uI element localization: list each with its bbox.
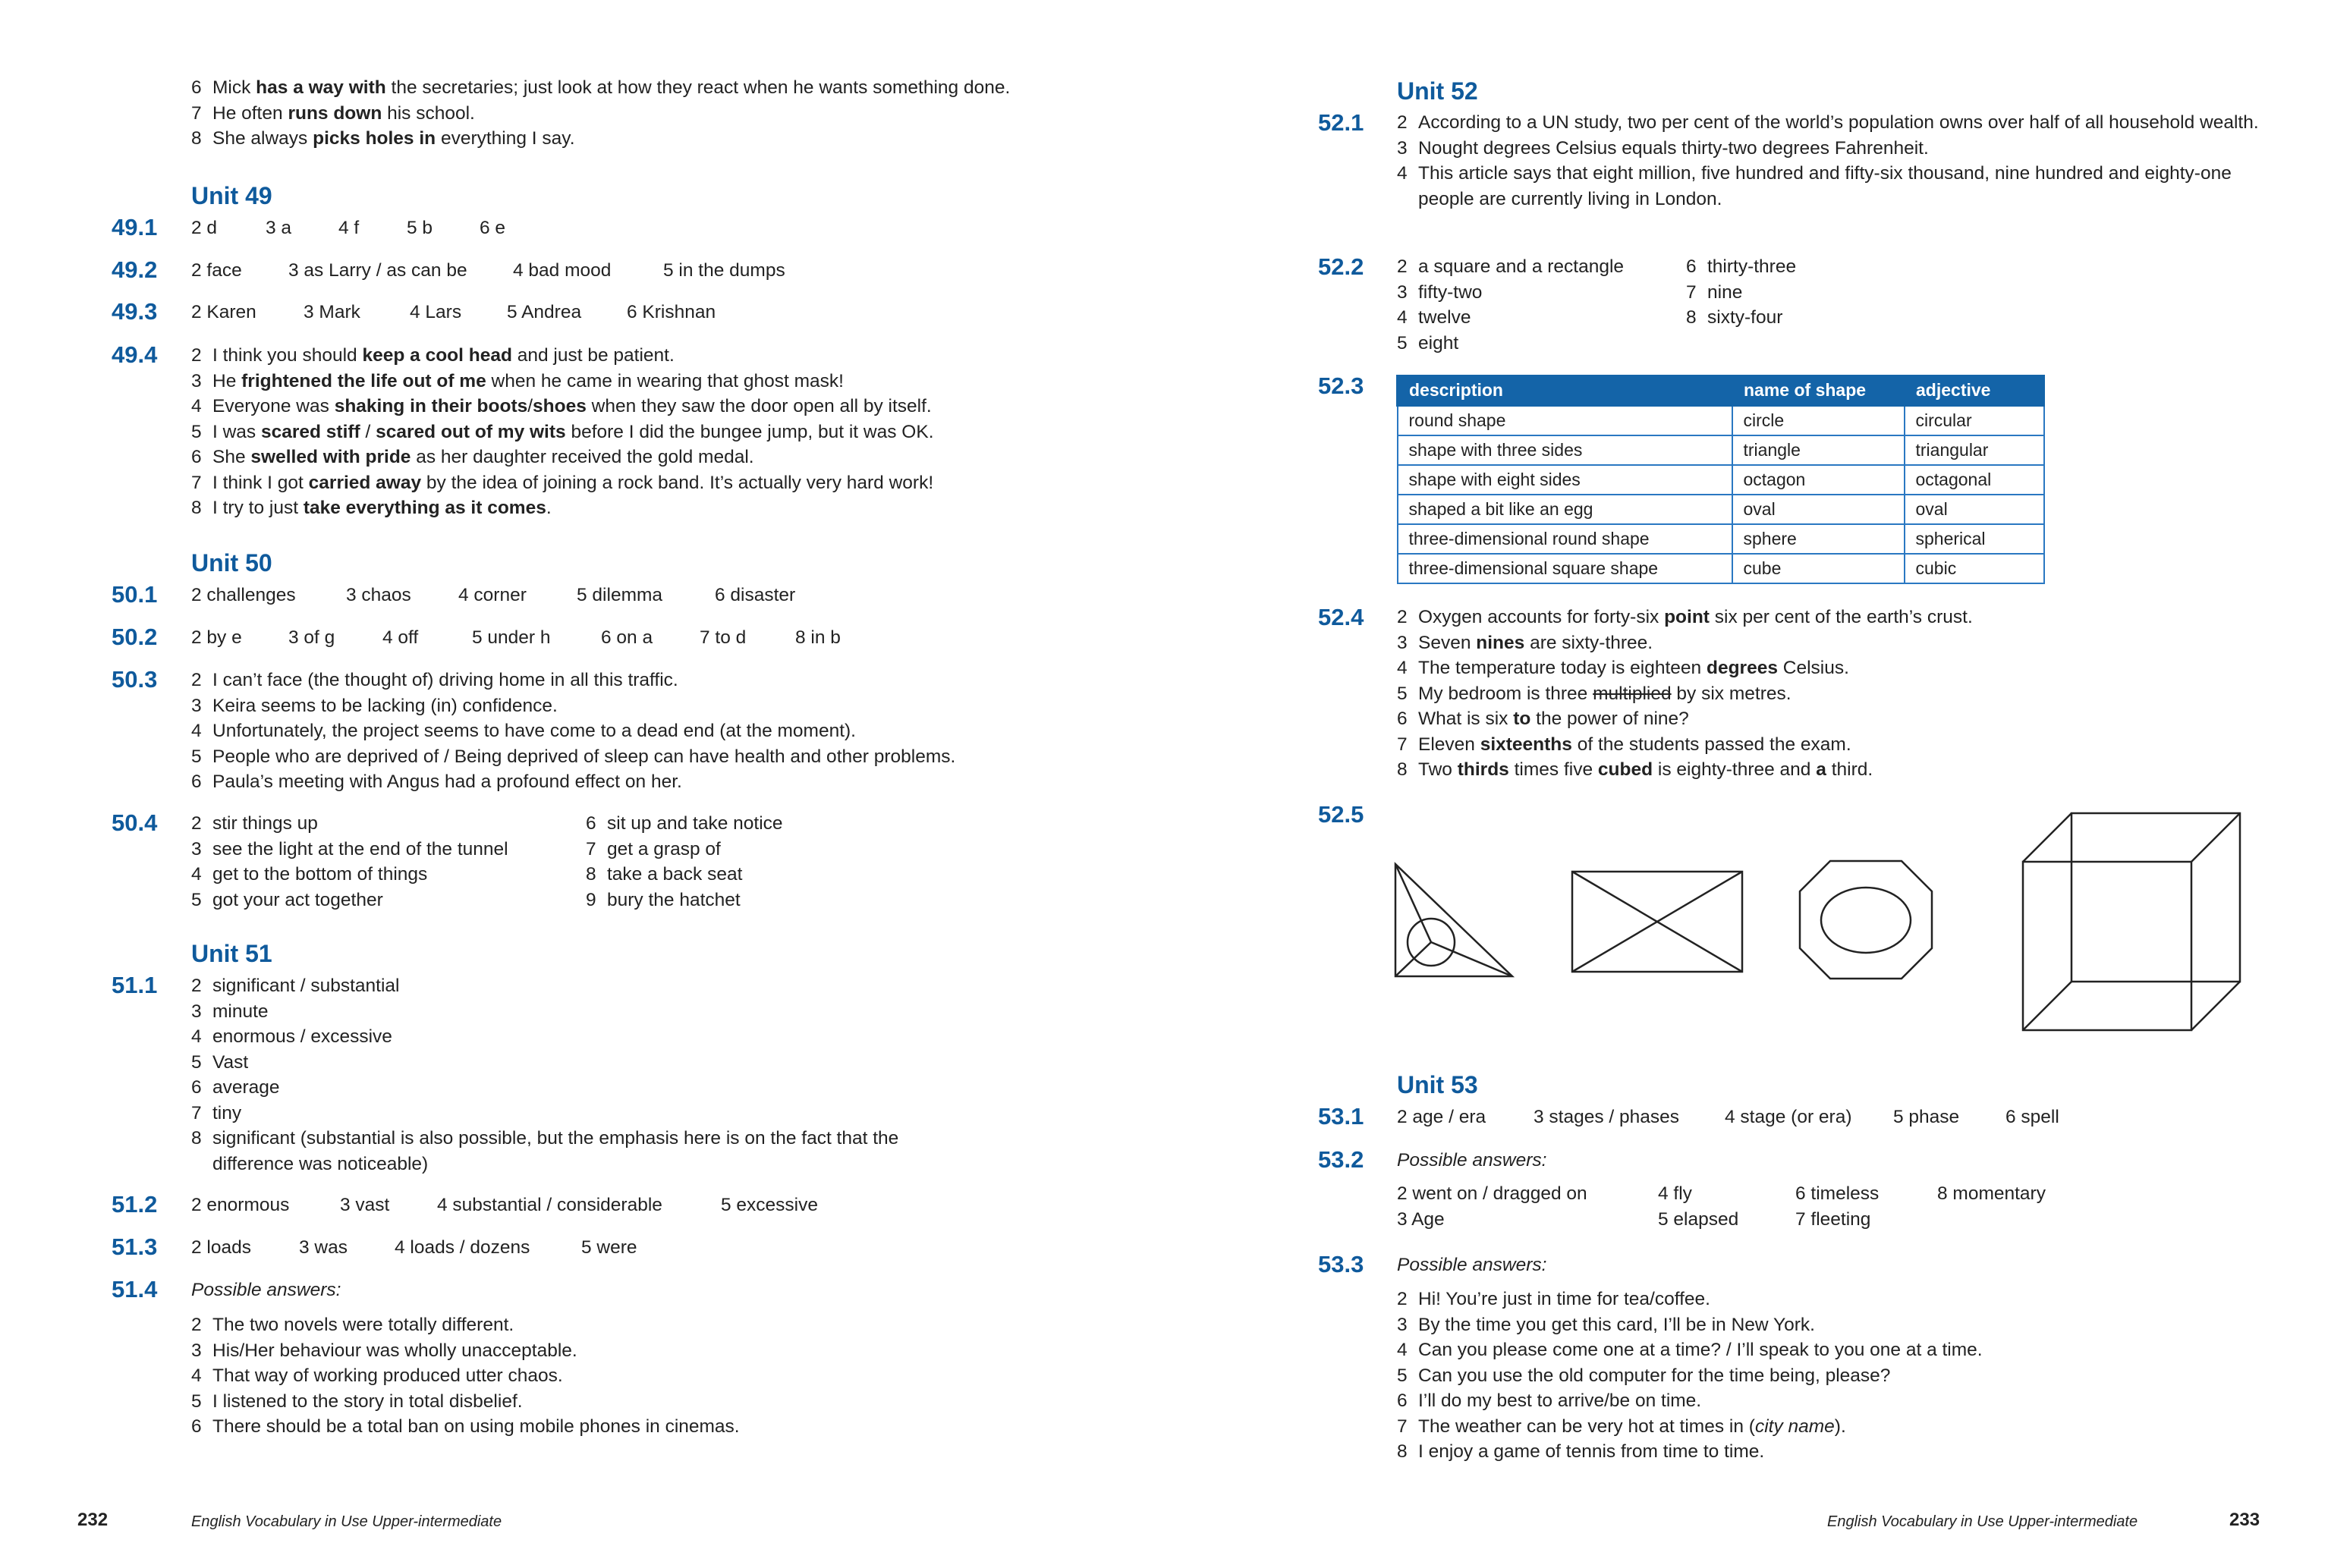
answer-item: 3 chaos: [346, 585, 411, 605]
answer-line: 5 People who are deprived of / Being deprived of sleep can have health and other problems.: [191, 746, 956, 767]
table-row: [1398, 495, 2044, 524]
answer-line: 5 My bedroom is three multiplied by six metres.: [1397, 683, 1792, 704]
table-cell: cubic: [1905, 554, 2044, 583]
answer-item: 2 face: [191, 260, 242, 281]
answer-line: 2 The two novels were totally different.: [191, 1315, 514, 1335]
answer-line: 6 average: [191, 1077, 280, 1098]
exercise-51-4-intro: Possible answers:: [191, 1280, 341, 1300]
answer-line: 8 significant (substantial is also possible, but the emphasis here is on the fact that the difference was noticeable): [191, 1128, 899, 1174]
answer-item: 5 b: [407, 218, 433, 238]
exercise-53-2-column-3: [1795, 1181, 1879, 1232]
answer-item: 2 enormous: [191, 1195, 290, 1215]
table-row: [1398, 524, 2044, 554]
exercise-52-2-right-column: [1686, 254, 1796, 331]
exercise-51-4-answers: [191, 1312, 740, 1440]
answer-line: 5 Can you use the old computer for the time being, please?: [1397, 1365, 1891, 1386]
answer-line: 8 I enjoy a game of tennis from time to time.: [1397, 1441, 1765, 1462]
table-row: [1398, 465, 2044, 495]
table-cell: octagonal: [1905, 465, 2044, 495]
answer-line: 5 Vast: [191, 1051, 249, 1073]
table-cell: circular: [1905, 406, 2044, 436]
exercise-53-1-number: 53.1: [1318, 1103, 1364, 1130]
table-cell: shape with eight sides: [1398, 465, 1732, 495]
exercise-50-4-number: 50.4: [112, 809, 158, 836]
unit-52-title: Unit 52: [1397, 77, 1478, 105]
answer-item: 2 loads: [191, 1237, 252, 1258]
exercise-53-2-column-4: [1937, 1181, 2046, 1207]
answer-line: 7 nine: [1686, 281, 1743, 303]
table-cell: sphere: [1732, 524, 1905, 554]
answer-line: 6 What is six to the power of nine?: [1397, 709, 1689, 729]
answer-line: 6 She swelled with pride as her daughter received the gold medal.: [191, 447, 754, 467]
answer-item: 2 age / era: [1397, 1107, 1486, 1127]
answer-line: 3 fifty-two: [1397, 281, 1483, 303]
exercise-50-2-number: 50.2: [112, 624, 158, 650]
answer-item: 4 bad mood: [513, 260, 612, 281]
table-cell: oval: [1905, 495, 2044, 524]
answer-item: 8 momentary: [1937, 1183, 2046, 1204]
exercise-50-3-answers: [191, 668, 955, 795]
answer-line: 3 Nought degrees Celsius equals thirty-two degrees Fahrenheit.: [1397, 137, 1929, 159]
exercise-50-3-number: 50.3: [112, 666, 158, 693]
answer-line: 7 Eleven sixteenths of the students passed the exam.: [1397, 734, 1851, 755]
answer-item: 4 off: [382, 627, 419, 648]
exercise-53-3-number: 53.3: [1318, 1251, 1364, 1277]
exercise-50-1-answers: [191, 583, 874, 608]
answer-line: 4 Everyone was shaking in their boots/shoes when they saw the door open all by itself.: [191, 396, 932, 416]
exercise-53-1-answers: [1397, 1105, 2080, 1130]
exercise-49-1-answers: [191, 215, 646, 241]
page-number-right: 233: [2229, 1510, 2260, 1530]
answer-line: 7 The weather can be very hot at times in (city name).: [1397, 1416, 1846, 1437]
exercise-51-2-number: 51.2: [112, 1191, 158, 1218]
answer-item: 4 substantial / considerable: [437, 1195, 662, 1215]
answer-line: 8 sixty-four: [1686, 307, 1783, 328]
column-header-description: description: [1398, 376, 1732, 406]
answer-line: 4 twelve: [1397, 307, 1471, 328]
cube-shape: [2023, 813, 2240, 1030]
answer-item: 5 excessive: [721, 1195, 819, 1215]
page-number-left: 232: [77, 1510, 109, 1530]
column-header-name-of-shape: name of shape: [1732, 376, 1905, 406]
exercise-51-1-answers: [191, 973, 950, 1177]
exercise-49-2-answers: [191, 258, 874, 284]
answer-line: 2 significant / substantial: [191, 976, 400, 996]
answer-line: 6 There should be a total ban on using mobile phones in cinemas.: [191, 1416, 740, 1437]
octagon-with-oval-shape: [1800, 861, 1932, 979]
answer-item: 5 were: [581, 1237, 637, 1258]
answer-item: 7 fleeting: [1795, 1208, 1871, 1230]
answer-line: 3 His/Her behaviour was wholly unacceptable.: [191, 1340, 577, 1361]
answer-item: 2 went on / dragged on: [1397, 1183, 1587, 1204]
answer-line: 3 see the light at the end of the tunnel: [191, 838, 508, 859]
answer-line: 8 She always picks holes in everything I say.: [191, 128, 575, 149]
answer-item: 5 dilemma: [577, 585, 663, 605]
answer-item: 2 d: [191, 218, 218, 238]
exercise-49-4-answers: [191, 343, 934, 521]
book-title-footer-right: English Vocabulary in Use Upper-intermediate: [1827, 1513, 2138, 1530]
exercise-51-3-number: 51.3: [112, 1233, 158, 1260]
answer-item: 3 as Larry / as can be: [288, 260, 467, 281]
answer-item: 6 Krishnan: [627, 302, 716, 322]
table-cell: oval: [1732, 495, 1905, 524]
unit-51-title: Unit 51: [191, 940, 272, 967]
exercise-50-4-right-column: [586, 811, 783, 913]
table-cell: three-dimensional round shape: [1398, 524, 1732, 554]
answer-item: 4 loads / dozens: [395, 1237, 530, 1258]
table-row: [1398, 435, 2044, 465]
shapes-drawing: [1389, 804, 2299, 1039]
answer-item: 5 phase: [1893, 1107, 1960, 1127]
answer-line: 8 Two thirds times five cubed is eighty-three and a third.: [1397, 759, 1873, 780]
answer-item: 2 challenges: [191, 585, 296, 605]
answer-item: 4 corner: [458, 585, 527, 605]
answer-item: 5 under h: [472, 627, 551, 648]
answer-line: 5 eight: [1397, 332, 1459, 354]
answer-line: 6 I’ll do my best to arrive/be on time.: [1397, 1390, 1702, 1411]
unit-49-title: Unit 49: [191, 182, 272, 209]
table-cell: three-dimensional square shape: [1398, 554, 1732, 583]
exercise-53-2-column-1: [1397, 1181, 1587, 1232]
answer-line: 4 This article says that eight million, five hundred and fifty-six thousand, nine hundred and eighty-one people are currently living in London.: [1397, 163, 2232, 209]
answer-line: 3 Keira seems to be lacking (in) confidence.: [191, 695, 558, 716]
exercise-50-2-answers: [191, 625, 874, 651]
answer-item: 8 in b: [795, 627, 841, 648]
answer-line: 5 I was scared stiff / scared out of my wits before I did the bungee jump, but it was OK.: [191, 421, 934, 442]
exercise-49-2-number: 49.2: [112, 256, 158, 283]
answer-line: 6 sit up and take notice: [586, 813, 783, 834]
answer-line: 5 got your act together: [191, 889, 383, 910]
answer-item: 6 spell: [2005, 1107, 2059, 1127]
answer-line: 3 Seven nines are sixty-three.: [1397, 632, 1653, 653]
answer-item: 6 disaster: [715, 585, 796, 605]
exercise-52-4-number: 52.4: [1318, 604, 1364, 630]
answer-line: 6 Mick has a way with the secretaries; just look at how they react when he wants something done.: [191, 77, 1011, 98]
exercise-52-3-number: 52.3: [1318, 372, 1364, 399]
answer-item: 6 on a: [601, 627, 653, 648]
exercise-51-2-answers: [191, 1192, 874, 1218]
exercise-53-3-intro: Possible answers:: [1397, 1255, 1547, 1275]
exercise-52-2-left-column: [1397, 254, 1624, 356]
exercise-52-1-answers: [1397, 110, 2277, 212]
answer-line: 4 The temperature today is eighteen degrees Celsius.: [1397, 658, 1849, 678]
answer-item: 3 was: [299, 1237, 348, 1258]
answer-item: 5 Andrea: [507, 302, 582, 322]
answer-line: 6 Paula’s meeting with Angus had a profound effect on her.: [191, 771, 682, 792]
answer-item: 4 stage (or era): [1725, 1107, 1852, 1127]
rectangle-with-diagonals-shape: [1572, 872, 1742, 972]
answer-item: 5 in the dumps: [663, 260, 785, 281]
exercise-49-4-number: 49.4: [112, 341, 158, 368]
exercise-51-4-number: 51.4: [112, 1276, 158, 1302]
table-cell: round shape: [1398, 406, 1732, 436]
table-cell: shape with three sides: [1398, 435, 1732, 465]
answer-item: 3 vast: [340, 1195, 390, 1215]
unit48-tail: [191, 75, 1010, 152]
exercise-49-3-number: 49.3: [112, 298, 158, 325]
table-cell: triangle: [1732, 435, 1905, 465]
exercise-53-2-column-2: [1658, 1181, 1738, 1232]
table-cell: shaped a bit like an egg: [1398, 495, 1732, 524]
answer-line: 4 Can you please come one at a time? / I’ll speak to you one at a time.: [1397, 1340, 1983, 1360]
answer-item: 4 fly: [1658, 1183, 1692, 1204]
answer-item: 4 Lars: [410, 302, 462, 322]
answer-line: 2 stir things up: [191, 813, 318, 834]
answer-item: 6 e: [480, 218, 506, 238]
answer-line: 4 Unfortunately, the project seems to have come to a dead end (at the moment).: [191, 721, 856, 741]
answer-line: 2 I think you should keep a cool head and just be patient.: [191, 345, 675, 366]
answer-line: 8 take a back seat: [586, 864, 743, 885]
answer-line: 8 I try to just take everything as it comes.: [191, 498, 552, 518]
answer-line: 3 He frightened the life out of me when he came in wearing that ghost mask!: [191, 370, 844, 391]
shapes-table: [1396, 375, 2045, 584]
answer-line: 3 minute: [191, 1001, 269, 1022]
answer-item: 6 timeless: [1795, 1183, 1880, 1204]
answer-line: 4 get to the bottom of things: [191, 864, 428, 885]
table-cell: circle: [1732, 406, 1905, 436]
answer-line: 2 I can’t face (the thought of) driving home in all this traffic.: [191, 670, 678, 690]
answer-item: 7 to d: [700, 627, 747, 648]
answer-item: 2 by e: [191, 627, 242, 648]
exercise-53-2-intro: Possible answers:: [1397, 1150, 1547, 1171]
answer-line: 2 Hi! You’re just in time for tea/coffee.: [1397, 1289, 1710, 1309]
exercise-53-2-number: 53.2: [1318, 1146, 1364, 1173]
table-cell: cube: [1732, 554, 1905, 583]
book-title-footer-left: English Vocabulary in Use Upper-intermediate: [191, 1513, 502, 1530]
answer-line: 7 get a grasp of: [586, 838, 721, 859]
answer-item: 3 of g: [288, 627, 335, 648]
answer-line: 4 That way of working produced utter chaos.: [191, 1365, 563, 1386]
answer-line: 2 Oxygen accounts for forty-six point six per cent of the earth’s crust.: [1397, 607, 1973, 627]
answer-line: 7 He often runs down his school.: [191, 102, 475, 124]
exercise-51-1-number: 51.1: [112, 972, 158, 998]
unit-53-title: Unit 53: [1397, 1071, 1478, 1098]
exercise-49-1-number: 49.1: [112, 214, 158, 240]
table-row: [1398, 406, 2044, 436]
answer-item: 2 Karen: [191, 302, 256, 322]
table-row: [1398, 554, 2044, 583]
answer-line: 2 a square and a rectangle: [1397, 256, 1625, 277]
exercise-53-3-answers: [1397, 1287, 1983, 1465]
answer-line: 2 According to a UN study, two per cent of the world’s population owns over half of all household wealth.: [1397, 112, 2259, 133]
table-header-row: [1398, 376, 2044, 406]
answer-item: 3 a: [266, 218, 292, 238]
unit-50-title: Unit 50: [191, 549, 272, 577]
answer-line: 7 tiny: [191, 1102, 242, 1123]
exercise-50-4-left-column: [191, 811, 508, 913]
exercise-52-1-number: 52.1: [1318, 109, 1364, 136]
answer-line: 9 bury the hatchet: [586, 889, 741, 910]
answer-line: 3 By the time you get this card, I’ll be in New York.: [1397, 1314, 1815, 1335]
column-header-adjective: adjective: [1905, 376, 2044, 406]
table-cell: spherical: [1905, 524, 2044, 554]
answer-item: 4 f: [338, 218, 360, 238]
answer-item: 3 stages / phases: [1534, 1107, 1680, 1127]
answer-item: 5 elapsed: [1658, 1208, 1739, 1230]
triangle-with-circle-shape: [1395, 864, 1512, 976]
answer-line: 7 I think I got carried away by the idea of joining a rock band. It’s actually very hard work!: [191, 472, 934, 493]
exercise-49-3-answers: [191, 300, 874, 325]
exercise-51-3-answers: [191, 1235, 874, 1261]
table-cell: octagon: [1732, 465, 1905, 495]
answer-line: 4 enormous / excessive: [191, 1026, 392, 1047]
answer-line: 5 I listened to the story in total disbelief.: [191, 1390, 523, 1412]
exercise-52-4-answers: [1397, 605, 1973, 783]
exercise-50-1-number: 50.1: [112, 581, 158, 608]
table-cell: triangular: [1905, 435, 2044, 465]
exercise-52-5-number: 52.5: [1318, 801, 1364, 828]
answer-item: 3 Mark: [304, 302, 360, 322]
exercise-52-2-number: 52.2: [1318, 253, 1364, 280]
answer-line: 6 thirty-three: [1686, 256, 1797, 277]
answer-item: 3 Age: [1397, 1208, 1445, 1230]
